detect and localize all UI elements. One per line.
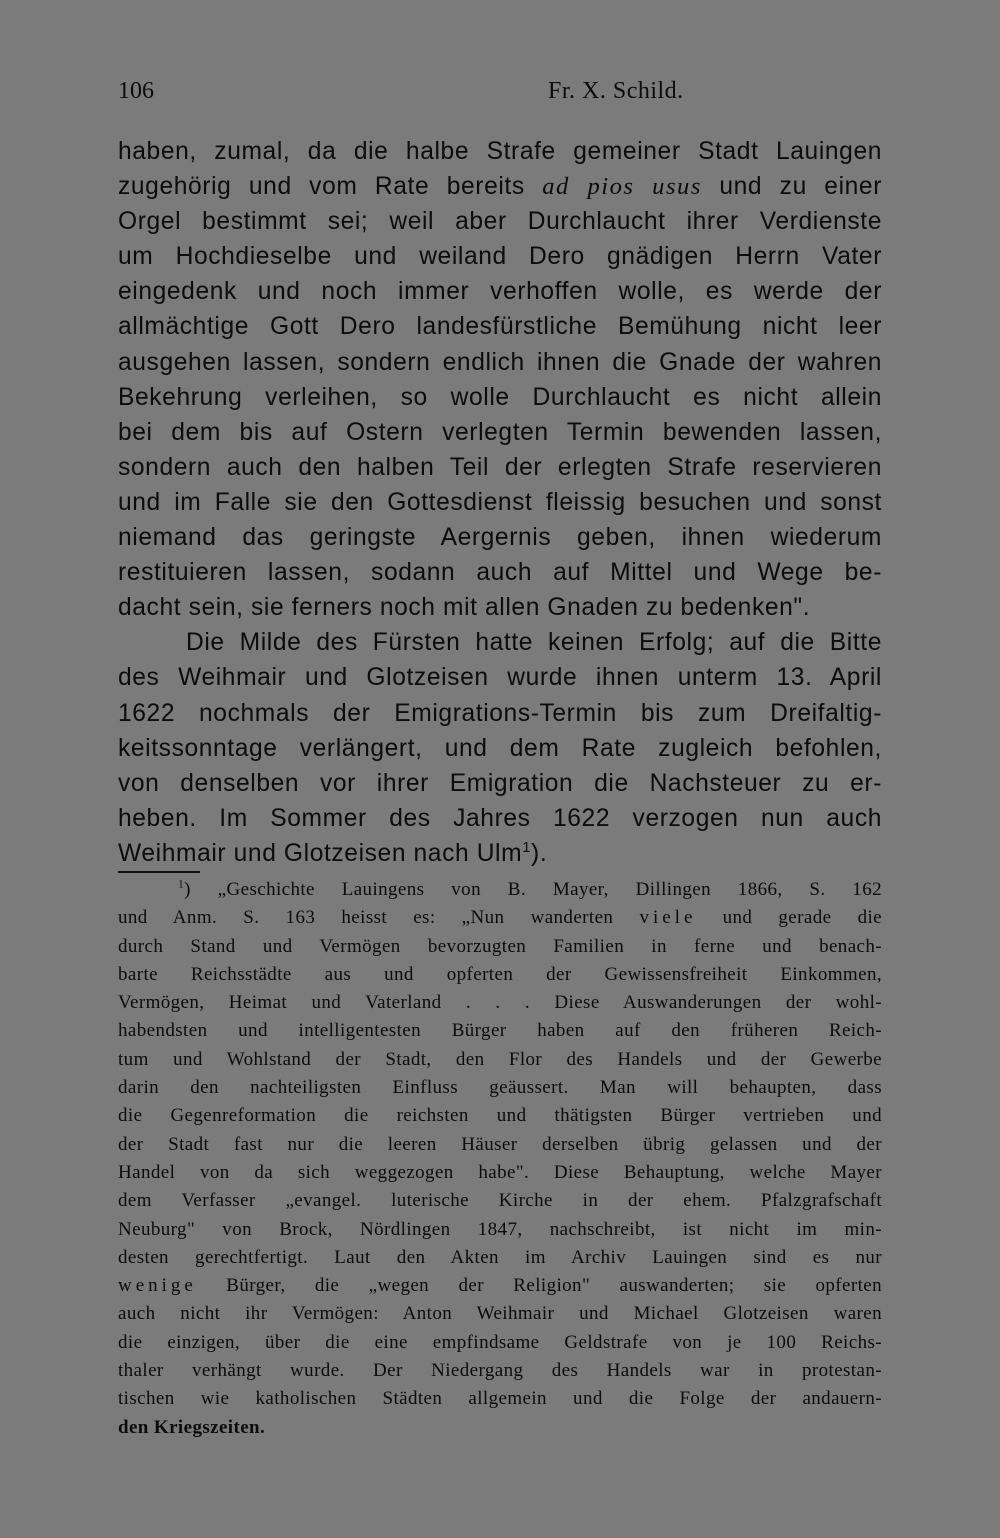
text-line: haben, zumal, da die halbe Strafe gemeiner Stadt Lauingen bbox=[118, 138, 882, 165]
footnote-line: darin den nachteiligsten Einfluss geäussert. Man will behaupten, dass bbox=[118, 1077, 882, 1099]
latin-phrase: ad pios usus bbox=[542, 173, 702, 201]
footnote-reference[interactable]: 1 bbox=[522, 839, 532, 856]
footnote-line: thaler verhängt wurde. Der Niedergang des Handels war in protestan- bbox=[118, 1360, 882, 1382]
footnote-line: durch Stand und Vermögen bevorzugten Familien in ferne und benach- bbox=[118, 935, 882, 957]
footnote-rule bbox=[118, 871, 200, 873]
footnote-line: habendsten und intelligentesten Bürger haben auf den früheren Reich- bbox=[118, 1020, 882, 1042]
footnote-line: desten gerechtfertigt. Laut den Akten im Archiv Lauingen sind es nur bbox=[118, 1246, 882, 1268]
footnote-line: Handel von da sich weggezogen habe". Diese Behauptung, welche Mayer bbox=[118, 1161, 882, 1183]
page-header bbox=[118, 74, 882, 108]
text-line: heben. Im Sommer des Jahres 1622 verzogen nun auch bbox=[118, 804, 882, 832]
page-number: 106 bbox=[118, 78, 154, 104]
footnote-line: die Gegenreformation die reichsten und thätigsten Bürger vertrieben und bbox=[118, 1105, 882, 1127]
footnote-line: barte Reichsstädte aus und opferten der Gewissensfreiheit Einkommen, bbox=[118, 963, 882, 985]
text-line: dacht sein, sie ferners noch mit allen Gnaden zu bedenken". bbox=[118, 594, 811, 622]
footnote-line: dem Verfasser „evangel. luterische Kirche in der ehem. Pfalzgrafschaft bbox=[118, 1190, 882, 1212]
footnote-line: wenige Bürger, die „wegen der Religion" auswanderten; sie opferten bbox=[118, 1275, 882, 1297]
text-line: ausgehen lassen, sondern endlich ihnen die Gnade der wahren bbox=[118, 348, 882, 376]
footnote bbox=[118, 876, 882, 1442]
text-line: um Hochdieselbe und weiland Dero gnädigen Herrn Vater bbox=[118, 243, 882, 271]
text-line: niemand das geringste Aergernis geben, ihnen wiederum bbox=[118, 524, 882, 552]
text-line: Weihmair und Glotzeisen nach Ulm$^1$). bbox=[118, 839, 548, 867]
footnote-line: auch nicht ihr Vermögen: Anton Weihmair und Michael Glotzeisen waren bbox=[118, 1303, 882, 1325]
text-line: bei dem bis auf Ostern verlegten Termin bewenden lassen, bbox=[118, 418, 882, 446]
emphasized-word: viele bbox=[639, 907, 697, 929]
text-line: restituieren lassen, sodann auch auf Mittel und Wege be- bbox=[118, 559, 882, 587]
footnote-line: die einzigen, über die eine empfindsame Geldstrafe von je 100 Reichs- bbox=[118, 1331, 882, 1353]
footnote-line: den Kriegszeiten. bbox=[118, 1416, 266, 1438]
text-line: allmächtige Gott Dero landesfürstliche Bemühung nicht leer bbox=[118, 313, 882, 341]
text-line: 1622 nochmals der Emigrations-Termin bis zum Dreifaltig- bbox=[118, 699, 882, 727]
emphasized-word: wenige bbox=[118, 1275, 197, 1297]
text-line: Bekehrung verleihen, so wolle Durchlaucht es nicht allein bbox=[118, 383, 882, 411]
text-line: eingedenk und noch immer verhoffen wolle, es werde der bbox=[118, 278, 882, 306]
footnote-line: tum und Wohlstand der Stadt, den Flor des Handels und der Gewerbe bbox=[118, 1048, 882, 1070]
footnote-line: der Stadt fast nur die leeren Häuser derselben übrig gelassen und der bbox=[118, 1133, 882, 1155]
footnote-line: Vermögen, Heimat und Vaterland . . . Diese Auswanderungen der wohl- bbox=[118, 992, 882, 1014]
text-line: Orgel bestimmt sei; weil aber Durchlaucht ihrer Verdienste bbox=[118, 208, 882, 236]
text-line: und im Falle sie den Gottesdienst fleissig besuchen und sonst bbox=[118, 488, 882, 516]
text-line: von denselben vor ihrer Emigration die Nachsteuer zu er- bbox=[118, 769, 882, 797]
text-line: zugehörig und vom Rate bereits ad pios usus und zu einer bbox=[118, 173, 882, 201]
main-text bbox=[118, 134, 882, 871]
running-head: Fr. X. Schild. bbox=[548, 78, 684, 104]
text-line: keitssonntage verlängert, und dem Rate zugleich befohlen, bbox=[118, 734, 882, 762]
footnote-line: Neuburg" von Brock, Nördlingen 1847, nachschreibt, ist nicht im min- bbox=[118, 1218, 882, 1240]
text-line: des Weihmair und Glotzeisen wurde ihnen unterm 13. April bbox=[118, 664, 882, 692]
footnote-line: und Anm. S. 163 heisst es: „Nun wanderten viele und gerade die bbox=[118, 907, 882, 929]
text-line: Die Milde des Fürsten hatte keinen Erfolg; auf die Bitte bbox=[186, 629, 882, 657]
footnote-marker: 1 bbox=[178, 878, 185, 891]
footnote-line: tischen wie katholischen Städten allgemein und die Folge der andauern- bbox=[118, 1388, 882, 1410]
footnote-line: $^1$) „Geschichte Lauingens von B. Mayer, Dillingen 1866, S. 162 bbox=[178, 878, 882, 900]
text-line: sondern auch den halben Teil der erlegten Strafe reservieren bbox=[118, 453, 882, 481]
